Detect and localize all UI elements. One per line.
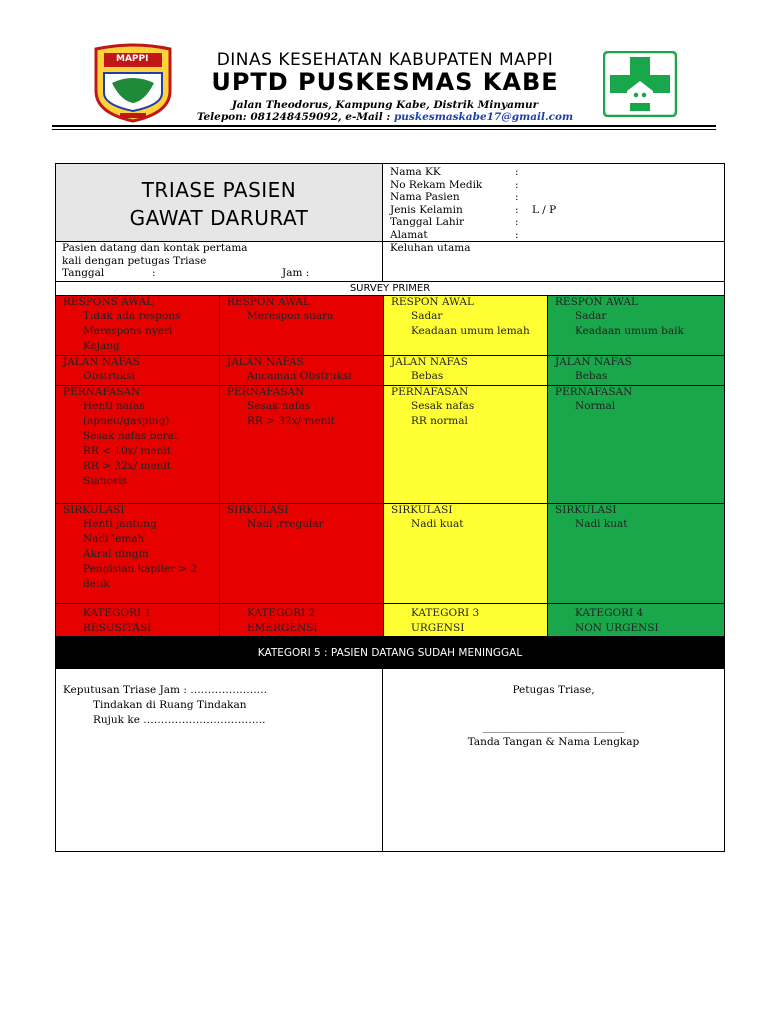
triage-criterion [63, 399, 215, 429]
triage-criterion [63, 532, 215, 547]
criterion-label: Sadar [575, 309, 607, 322]
survey-primer-title: SURVEY PRIMER [349, 283, 431, 294]
patient-field-separator: : [515, 191, 519, 203]
criterion-label: RR normal [411, 414, 468, 427]
patient-field-separator: : [515, 228, 519, 241]
criterion-label: RR < 10x/ menit [83, 444, 171, 457]
left-logo [90, 43, 176, 123]
kategori-5-label: KATEGORI 5 : PASIEN DATANG SUDAH MENINGGAL [257, 647, 523, 659]
triage-criterion [63, 339, 215, 354]
criterion-label: Nadi kuat [411, 517, 464, 530]
address-line: Jalan Theodorus, Kampung Kabe, Distrik Minyamur [231, 99, 539, 111]
triage-form [55, 163, 725, 852]
triage-criterion [227, 517, 379, 532]
keputusan-box [56, 669, 383, 851]
keluhan-box [383, 242, 724, 282]
criterion-label: Kejang [83, 339, 120, 352]
criterion-label: Sesak nafas [411, 399, 475, 412]
triage-criterion [391, 517, 543, 532]
survey-primer-header [56, 282, 724, 296]
criterion-label: Sianosis [83, 474, 128, 487]
triage-criterion [63, 429, 215, 444]
triage-criterion [63, 444, 215, 459]
criterion-label: Normal [575, 399, 616, 412]
section-title: PERNAFASAN [227, 386, 305, 398]
triage-cell-nafas [56, 356, 220, 386]
section-title: JALAN NAFAS [391, 356, 468, 368]
triage-criterion [227, 414, 379, 429]
criterion-label: Nadi lemah [83, 532, 145, 545]
keluhan-label: Keluhan utama [390, 242, 471, 254]
arrival-line1: Pasien datang dan kontak pertama [62, 242, 248, 254]
kategori-label: KATEGORI 4 [575, 607, 644, 619]
petugas-label: Petugas Triase, [512, 684, 595, 696]
triage-cell-pernafasan [548, 386, 724, 504]
agency-name: DINAS KESEHATAN KABUPATEN MAPPI [216, 50, 554, 70]
triage-cell-respon [220, 296, 384, 356]
triage-criterion [391, 309, 543, 324]
criterion-label: RR > 32x/ menit [83, 459, 171, 472]
criterion-label: Pengisian kapiler > 2 detik [83, 562, 198, 590]
section-title: RESPONS AWAL [63, 296, 154, 308]
criterion-label: Akral dingin [83, 547, 149, 560]
section-title: PERNAFASAN [63, 386, 141, 398]
criterion-label: Nadi irregular [247, 517, 324, 530]
tanggal-label: Tanggal [62, 267, 105, 279]
criterion-label: Merespon suara [247, 309, 334, 322]
patient-field-separator: : [515, 216, 519, 228]
arrival-line2: kali dengan petugas Triase [62, 254, 207, 267]
patient-field-label: Nama Pasien [390, 191, 460, 203]
puskesmas-name: UPTD PUSKESMAS KABE [211, 68, 559, 96]
criterion-label: Sesak nafas berat [83, 429, 179, 442]
criterion-label: Keadaan umum baik [575, 324, 684, 337]
patient-field-label: Alamat [390, 228, 428, 241]
signature-line: ___________________________ [482, 721, 625, 733]
patient-field-label: Tanggal Lahir [390, 216, 464, 228]
triage-cell-kategori [548, 604, 724, 637]
patient-identity-box [383, 164, 724, 242]
section-title: SIRKULASI [555, 504, 617, 516]
criterion-label: Ancaman Obstruksi [247, 369, 352, 382]
patient-field-separator: : [515, 203, 519, 216]
triage-cell-nafas [384, 356, 548, 386]
triage-cell-sirkulasi [56, 504, 220, 604]
triage-criterion [391, 399, 543, 414]
criterion-label: Bebas [411, 369, 444, 382]
patient-field-value[interactable]: L / P [532, 203, 557, 216]
jam-label: Jam : [282, 267, 310, 279]
section-title: JALAN NAFAS [63, 356, 140, 368]
triage-cell-kategori [220, 604, 384, 637]
section-title: SIRKULASI [391, 504, 453, 516]
kategori-name: NON URGENSI [575, 622, 659, 634]
triage-cell-kategori [56, 604, 220, 637]
triage-criterion [555, 309, 720, 324]
triage-criterion [63, 562, 215, 592]
triage-criterion [227, 309, 379, 324]
criterion-label: Sesak nafas [247, 399, 311, 412]
criterion-label: Keadaan umum lemah [411, 324, 530, 337]
triage-cell-kategori [384, 604, 548, 637]
patient-field-separator: : [515, 178, 519, 191]
section-title: SIRKULASI [63, 504, 125, 516]
triage-cell-nafas [548, 356, 724, 386]
triage-cell-pernafasan [384, 386, 548, 504]
triage-cell-respon [548, 296, 724, 356]
criterion-label: Tidak ada respons [83, 309, 181, 322]
triage-criterion [63, 517, 215, 532]
triage-criterion [391, 369, 543, 384]
criterion-label: Merespons nyeri [83, 324, 173, 337]
criterion-label: Bebas [575, 369, 608, 382]
kategori-name: EMERGENSI [247, 622, 318, 634]
signature-caption: Tanda Tangan & Nama Lengkap [467, 736, 640, 748]
triage-cell-nafas [220, 356, 384, 386]
kategori-name: RESUSITASI [83, 622, 152, 634]
form-title-line2: GAWAT DARURAT [129, 206, 309, 230]
patient-field-label: Jenis Kelamin [390, 203, 463, 216]
triage-criterion [63, 369, 215, 384]
criterion-label: Nadi kuat [575, 517, 628, 530]
contact-line [180, 111, 590, 123]
form-title-line1: TRIASE PASIEN [141, 178, 297, 202]
triage-criterion [63, 309, 215, 324]
email-link[interactable]: puskesmaskabe17@gmail.com [393, 111, 574, 123]
keputusan-label: Keputusan Triase Jam : …………………. [63, 684, 268, 696]
tanggal-separator: : [152, 267, 156, 279]
triage-cell-pernafasan [56, 386, 220, 504]
section-title: PERNAFASAN [391, 386, 469, 398]
criterion-label: Henti jantung [83, 517, 157, 530]
criterion-label: Obstruksi [83, 369, 135, 382]
form-title-box [56, 164, 383, 242]
criterion-label: Henti nafas (apneu/gasping) [83, 399, 170, 427]
patient-field-separator: : [515, 166, 519, 178]
header-rule-thin [52, 129, 716, 130]
patient-field-label: No Rekam Medik [390, 178, 483, 191]
triage-criterion [555, 369, 720, 384]
patient-field-row [390, 229, 724, 242]
patient-field-row [390, 166, 724, 179]
triage-criterion [63, 474, 215, 489]
section-title: RESPON AWAL [227, 296, 310, 308]
kategori-name: URGENSI [411, 622, 465, 634]
triage-criterion [227, 369, 379, 384]
triage-criterion [63, 324, 215, 339]
patient-field-row [390, 204, 724, 217]
triage-cell-sirkulasi [220, 504, 384, 604]
patient-field-row [390, 216, 724, 229]
section-title: SIRKULASI [227, 504, 289, 516]
kategori-label: KATEGORI 3 [411, 607, 480, 619]
arrival-box [56, 242, 383, 282]
kategori-label: KATEGORI 1 [83, 607, 152, 619]
triage-cell-respon [56, 296, 220, 356]
section-title: RESPON AWAL [391, 296, 474, 308]
patient-field-label: Nama KK [390, 166, 441, 178]
triage-cell-sirkulasi [384, 504, 548, 604]
patient-field-row [390, 179, 724, 192]
section-title: JALAN NAFAS [555, 356, 632, 368]
kategori-5-bar [56, 637, 724, 669]
triage-criterion [63, 459, 215, 474]
petugas-box [383, 669, 724, 851]
triage-cell-respon [384, 296, 548, 356]
triage-criterion [555, 399, 720, 414]
kategori-label: KATEGORI 2 [247, 607, 316, 619]
phone-label: Telepon: 081248459092, e-Mail : [196, 111, 394, 123]
rujuk-label: Rujuk ke …………………………….. [93, 714, 266, 726]
patient-fields-list [390, 166, 724, 241]
header-rule-thick [52, 125, 716, 127]
logo-left-text: MAPPI [116, 54, 149, 64]
criterion-label: Sadar [411, 309, 443, 322]
criterion-label: RR > 32x/ menit [247, 414, 335, 427]
triage-cell-sirkulasi [548, 504, 724, 604]
triage-criterion [227, 399, 379, 414]
tindakan-label: Tindakan di Ruang Tindakan [93, 699, 247, 711]
triage-criterion [391, 414, 543, 429]
triage-cell-pernafasan [220, 386, 384, 504]
triage-criterion [391, 324, 543, 339]
section-title: PERNAFASAN [555, 386, 633, 398]
triage-criterion [555, 517, 720, 532]
triage-criterion [63, 547, 215, 562]
right-logo-green-cross-house-icon [603, 51, 677, 117]
triage-criterion [555, 324, 720, 339]
patient-field-row [390, 191, 724, 204]
section-title: RESPON AWAL [555, 296, 638, 308]
section-title: JALAN NAFAS [227, 356, 304, 368]
